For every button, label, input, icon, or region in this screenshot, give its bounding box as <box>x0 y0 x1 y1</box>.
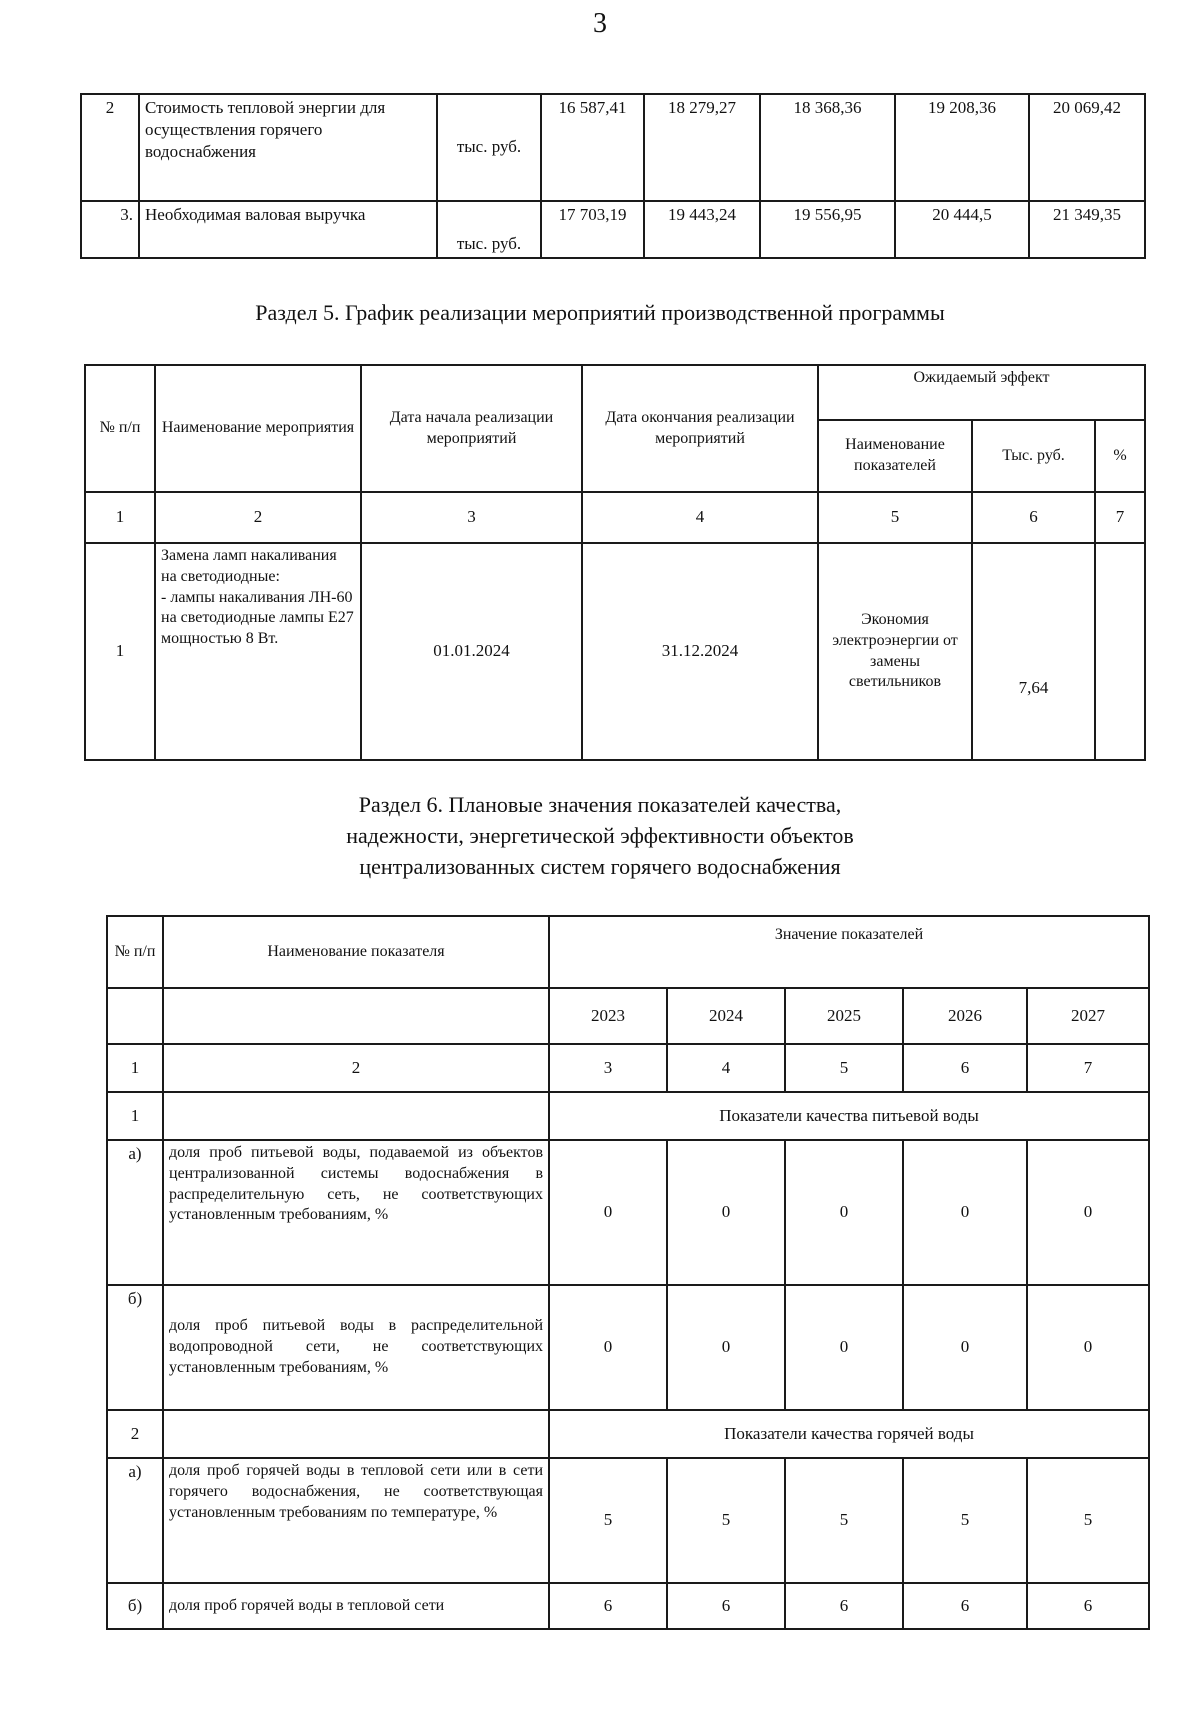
group-title: Показатели качества горячей воды <box>549 1410 1149 1458</box>
col-header-end: Дата окончания реализации мероприятий <box>582 365 818 492</box>
group-header-row <box>107 1410 1149 1458</box>
value-cell: 0 <box>903 1140 1027 1285</box>
col-number: 4 <box>667 1044 785 1092</box>
value-cell: 21 349,35 <box>1029 201 1145 258</box>
empty-cell <box>163 988 549 1044</box>
value-cell: 0 <box>785 1140 903 1285</box>
value-cell: 0 <box>903 1285 1027 1410</box>
value-cell: 0 <box>667 1140 785 1285</box>
value-cell: 6 <box>549 1583 667 1629</box>
col-number: 5 <box>785 1044 903 1092</box>
section6-title-line: Раздел 6. Плановые значения показателей качества, <box>358 792 842 817</box>
col-number: 1 <box>85 492 155 543</box>
col-number: 5 <box>818 492 972 543</box>
col-header-start: Дата начала реализации мероприятий <box>361 365 582 492</box>
value-cell: 16 587,41 <box>541 94 644 201</box>
value-cell: 0 <box>549 1140 667 1285</box>
value-cell: 0 <box>1027 1285 1149 1410</box>
table-row <box>107 1583 1149 1629</box>
group-num: 1 <box>107 1092 163 1140</box>
value-cell: 0 <box>785 1285 903 1410</box>
value-cell: 17 703,19 <box>541 201 644 258</box>
value-cell: 5 <box>903 1458 1027 1583</box>
col-header-name: Наименование показателя <box>163 916 549 988</box>
value-cell: 18 368,36 <box>760 94 895 201</box>
row-letter: а) <box>107 1458 163 1583</box>
row-num: 3. <box>81 201 139 258</box>
row-letter: а) <box>107 1140 163 1285</box>
col-number: 1 <box>107 1044 163 1092</box>
end-date: 31.12.2024 <box>582 543 818 760</box>
col-number-row <box>85 492 1145 543</box>
col-header-indicator: Наименование показателей <box>818 420 972 492</box>
col-number: 2 <box>163 1044 549 1092</box>
value-cell: 0 <box>667 1285 785 1410</box>
row-unit: тыс. руб. <box>437 94 541 201</box>
row-text: доля проб питьевой воды, подаваемой из объектов централизованной системы водоснабжения в распределительную сеть, не соответствующих установленным требованиям, % <box>163 1140 549 1285</box>
col-number: 6 <box>903 1044 1027 1092</box>
table-section5 <box>84 364 1146 761</box>
table-row <box>81 94 1145 201</box>
value-cell: 20 069,42 <box>1029 94 1145 201</box>
group-num: 2 <box>107 1410 163 1458</box>
col-header-num: № п/п <box>107 916 163 988</box>
value-cell: 6 <box>785 1583 903 1629</box>
year-header: 2026 <box>903 988 1027 1044</box>
value-cell: 18 279,27 <box>644 94 760 201</box>
table-row <box>107 1140 1149 1285</box>
empty-cell <box>163 1410 549 1458</box>
group-title: Показатели качества питьевой воды <box>549 1092 1149 1140</box>
empty-cell <box>107 988 163 1044</box>
value-cell: 5 <box>1027 1458 1149 1583</box>
value-cell: 6 <box>1027 1583 1149 1629</box>
row-letter: б) <box>107 1285 163 1410</box>
row-num: 1 <box>85 543 155 760</box>
row-num: 2 <box>81 94 139 201</box>
value-cell: 5 <box>785 1458 903 1583</box>
value-cell: 19 443,24 <box>644 201 760 258</box>
col-header-name: Наименование мероприятия <box>155 365 361 492</box>
row-letter: б) <box>107 1583 163 1629</box>
col-number: 4 <box>582 492 818 543</box>
col-number: 7 <box>1095 492 1145 543</box>
value-cell: 19 556,95 <box>760 201 895 258</box>
col-header-values: Значение показателей <box>549 916 1149 988</box>
rub-value: 7,64 <box>972 543 1095 760</box>
value-cell: 6 <box>903 1583 1027 1629</box>
row-unit: тыс. руб. <box>437 201 541 258</box>
section6-title <box>0 790 1200 882</box>
row-name: Необходимая валовая выручка <box>139 201 437 258</box>
group-header-row <box>107 1092 1149 1140</box>
indicator-name: Экономия электроэнергии от замены светильников <box>818 543 972 760</box>
table-row <box>107 1458 1149 1583</box>
year-header: 2024 <box>667 988 785 1044</box>
col-number: 2 <box>155 492 361 543</box>
section6-title-line: централизованных систем горячего водоснабжения <box>359 853 841 879</box>
col-header-rub: Тыс. руб. <box>972 420 1095 492</box>
table-row <box>107 1285 1149 1410</box>
col-header-effect: Ожидаемый эффект <box>818 365 1145 420</box>
col-number: 3 <box>361 492 582 543</box>
year-header: 2025 <box>785 988 903 1044</box>
col-header-num: № п/п <box>85 365 155 492</box>
col-header-pct: % <box>1095 420 1145 492</box>
year-header: 2027 <box>1027 988 1149 1044</box>
empty-cell <box>163 1092 549 1140</box>
col-number: 3 <box>549 1044 667 1092</box>
year-header: 2023 <box>549 988 667 1044</box>
value-cell: 0 <box>549 1285 667 1410</box>
table-header-row <box>107 916 1149 988</box>
table-costs <box>80 93 1146 259</box>
table-row <box>85 543 1145 760</box>
value-cell: 20 444,5 <box>895 201 1029 258</box>
row-name: Стоимость тепловой энергии для осуществления горячего водоснабжения <box>139 94 437 201</box>
row-text: доля проб питьевой воды в распределительной водопроводной сети, не соответствующих установленным требованиям, % <box>163 1285 549 1410</box>
table-header-row <box>85 365 1145 420</box>
section6-title-line: надежности, энергетической эффективности объектов <box>346 822 854 848</box>
start-date: 01.01.2024 <box>361 543 582 760</box>
col-number: 6 <box>972 492 1095 543</box>
years-row <box>107 988 1149 1044</box>
value-cell: 5 <box>549 1458 667 1583</box>
value-cell: 5 <box>667 1458 785 1583</box>
section5-title: Раздел 5. График реализации мероприятий производственной программы <box>255 300 945 325</box>
value-cell: 6 <box>667 1583 785 1629</box>
table-row <box>81 201 1145 258</box>
col-number-row <box>107 1044 1149 1092</box>
row-text: доля проб горячей воды в тепловой сети <box>163 1583 549 1629</box>
row-name: Замена ламп накаливания на светодиодные: - лампы накаливания ЛН-60 на светодиодные лампы Е27 мощностью 8 Вт. <box>155 543 361 760</box>
value-cell: 19 208,36 <box>895 94 1029 201</box>
pct-value <box>1095 543 1145 760</box>
col-number: 7 <box>1027 1044 1149 1092</box>
value-cell: 0 <box>1027 1140 1149 1285</box>
table-section6 <box>106 915 1150 1630</box>
page-number: 3 <box>593 8 607 39</box>
row-text: доля проб горячей воды в тепловой сети или в сети горячего водоснабжения, не соответствующая установленным требованиям по температуре, % <box>163 1458 549 1583</box>
